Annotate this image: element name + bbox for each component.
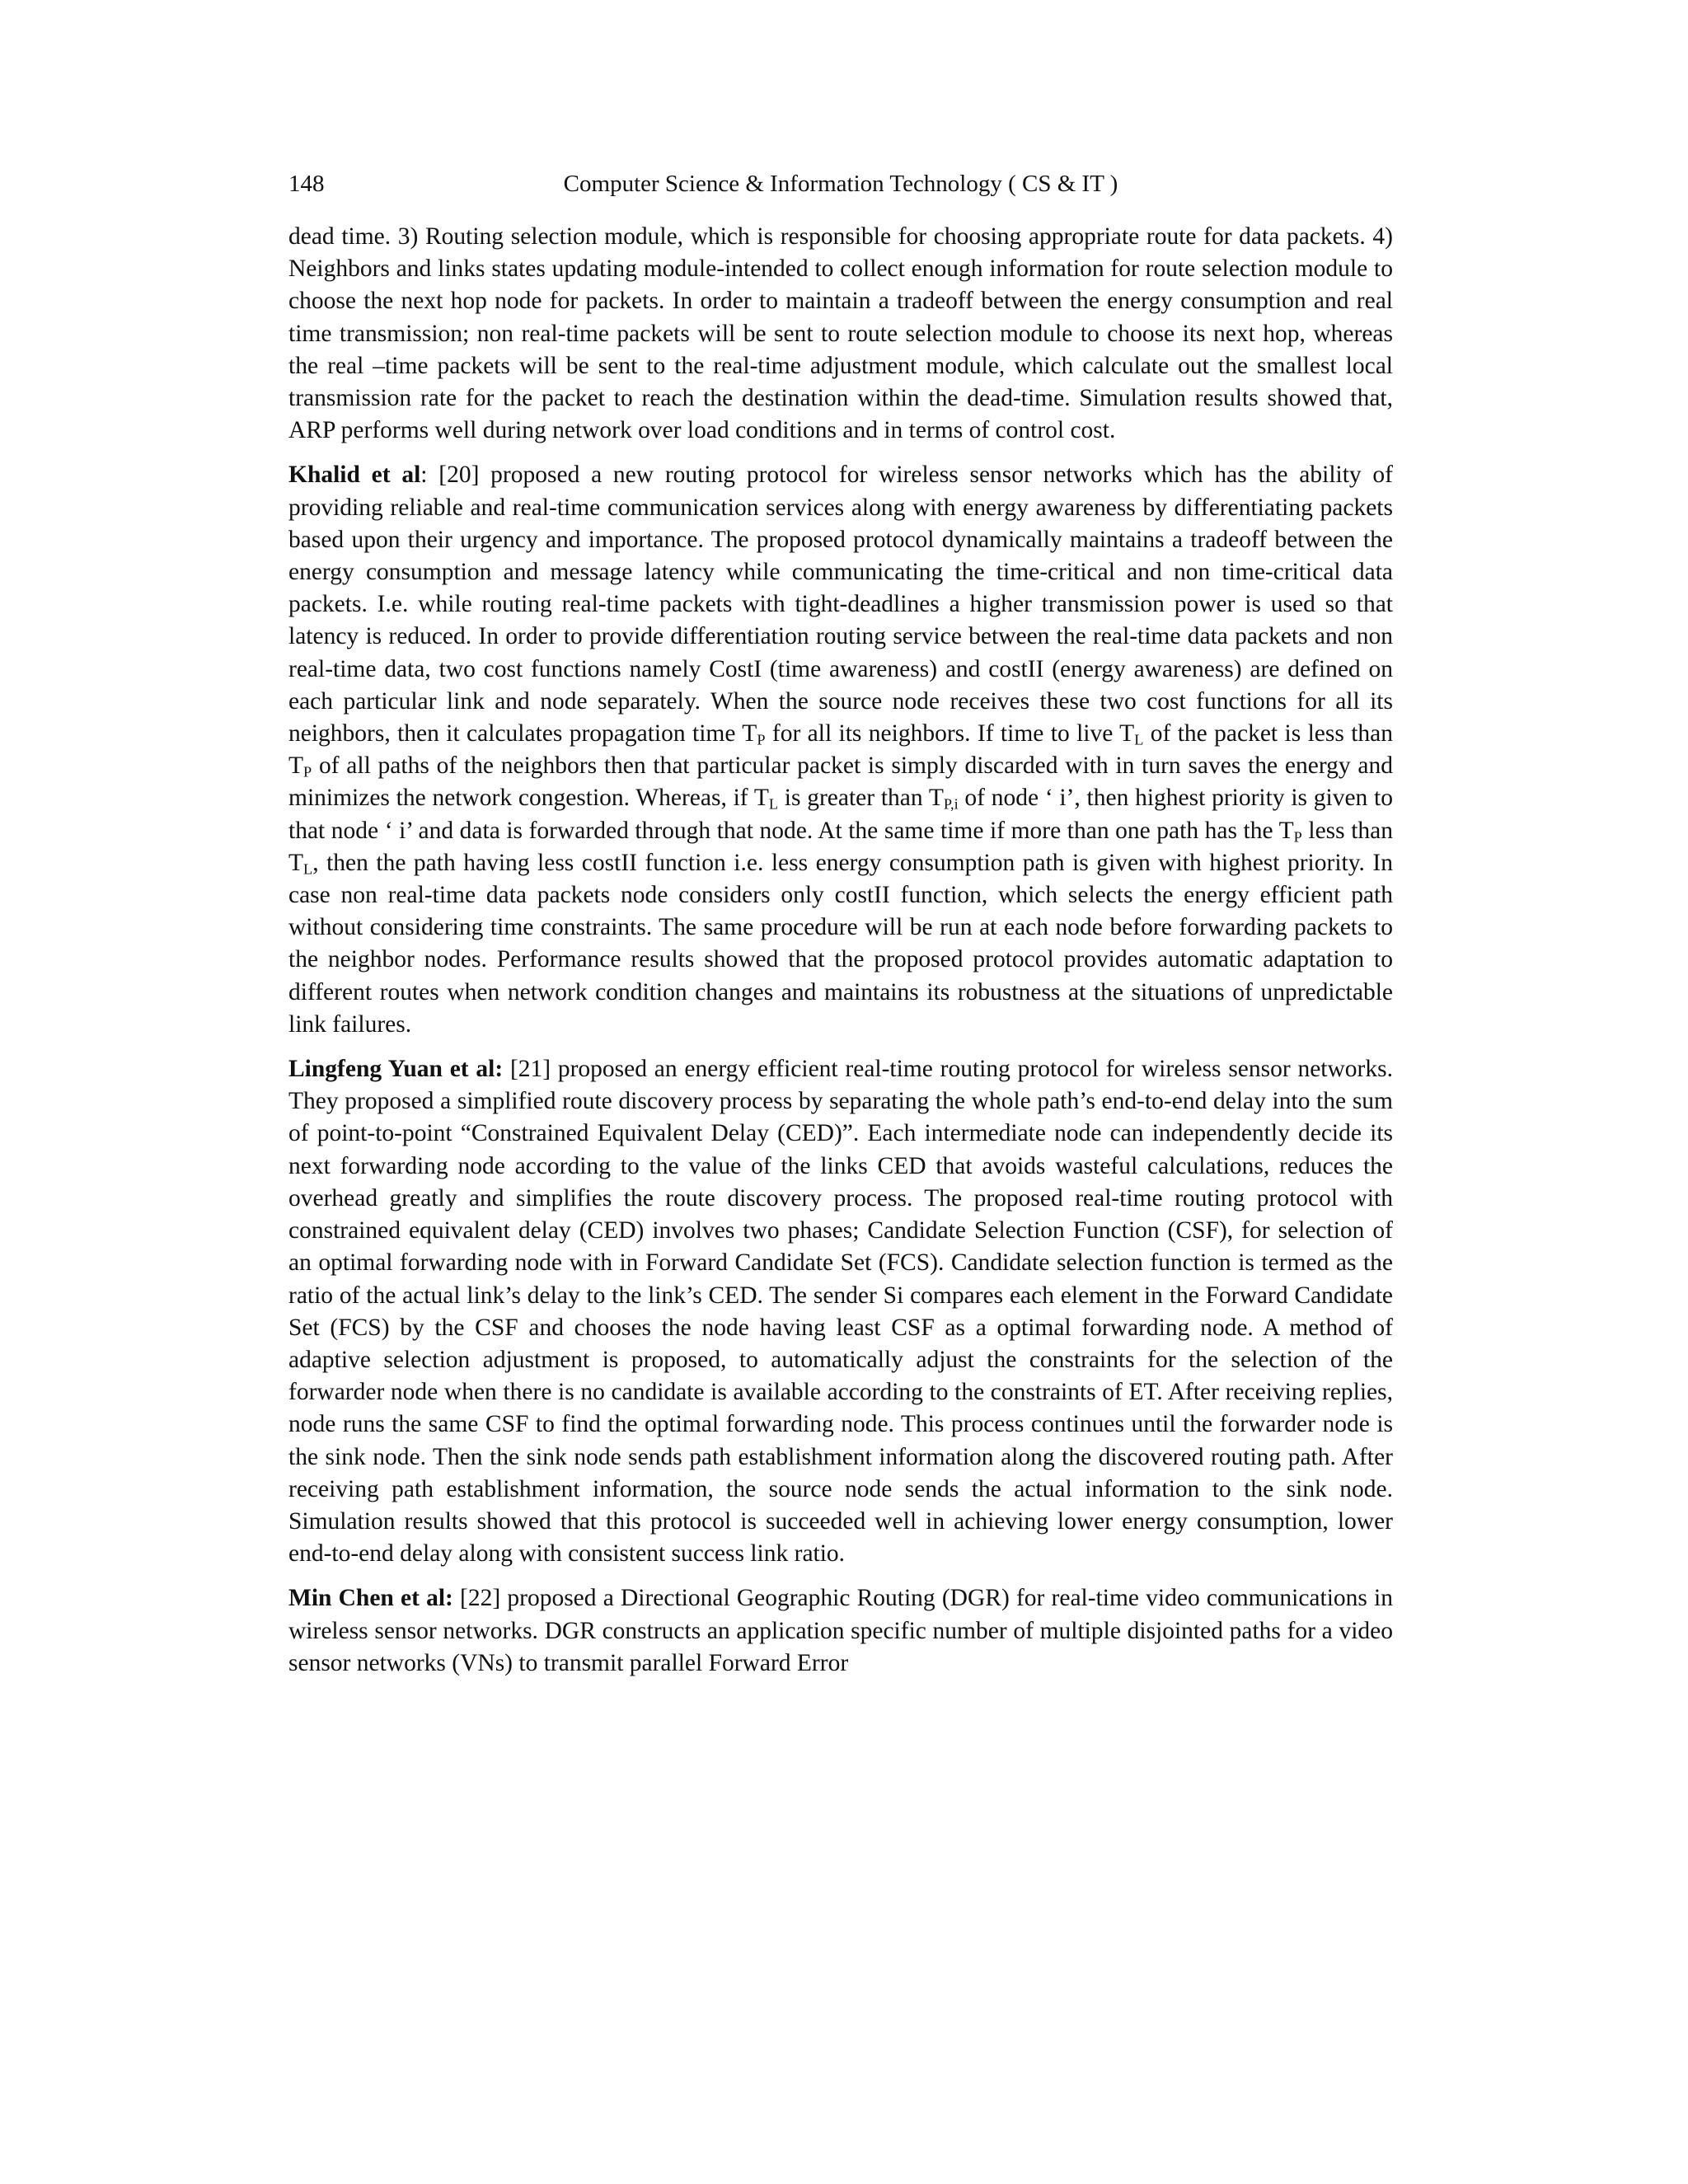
author-lead: Khalid et al <box>288 462 421 489</box>
paragraph-text: for all its neighbors. If time to live T <box>765 720 1135 748</box>
subscript: L <box>1134 731 1144 748</box>
paragraph-text: is greater than T <box>778 785 944 812</box>
paragraph-text: of all paths of the neighbors then that particular packet is simply discarded with in turn saves the energy and minimizes the network congestion. Whereas, if T <box>288 752 1393 812</box>
paragraph-text: less than T <box>288 817 1394 876</box>
author-lead: Lingfeng Yuan et al: <box>288 1056 504 1083</box>
paragraph-arp-continued <box>288 221 1393 447</box>
subscript: P <box>303 763 312 780</box>
author-lead: Min Chen et al: <box>288 1585 453 1612</box>
paragraph-text: of node ‘ i’, then highest priority is given to that node ‘ i’ and data is forwarded through that node. At the same time if more than one path has the T <box>288 785 1393 844</box>
subscript: L <box>768 796 779 813</box>
subscript: P <box>757 731 766 748</box>
journal-title: Computer Science & Information Technology ( CS & IT ) <box>563 171 1118 197</box>
paragraph-text: dead time. 3) Routing selection module, which is responsible for choosing appropriate route for data packets. 4) Neighbors and links states updating module-intended to collect enough information for route selection module to choose the next hop node for packets. In order to maintain a tradeoff between the energy consumption and real time transmission; non real-time packets will be sent to route selection module to choose its next hop, whereas the real –time packets will be sent to the real-time adjustment module, which calculate out the smallest local transmission rate for the packet to reach the destination within the dead-time. Simulation results showed that, ARP performs well during network over load conditions and in terms of control cost. <box>288 223 1393 444</box>
paragraph-lingfeng-yuan <box>288 1053 1393 1570</box>
paragraph-khalid <box>288 459 1393 1041</box>
subscript: L <box>303 860 313 878</box>
document-page <box>288 165 1393 1692</box>
paragraph-text: [22] proposed a Directional Geographic Routing (DGR) for real-time video communications in wireless sensor networks. DGR constructs an application specific number of multiple disjointed paths for a video sensor networks (VNs) to transmit parallel Forward Error <box>288 1585 1393 1676</box>
page-number: 148 <box>288 171 325 197</box>
paragraph-text: [21] proposed an energy efficient real-time routing protocol for wireless sensor networks. They proposed a simplified route discovery process by separating the whole path’s end-to-end delay into the sum of point-to-point “Constrained Equivalent Delay (CED)”. Each intermediate node can independently decide its next forwarding node according to the value of the links CED that avoids wasteful calculations, reduces the overhead greatly and simplifies the route discovery process. The proposed real-time routing protocol with constrained equivalent delay (CED) involves two phases; Candidate Selection Function (CSF), for selection of an optimal forwarding node with in Forward Candidate Set (FCS). Candidate selection function is termed as the ratio of the actual link’s delay to the link’s CED. The sender Si compares each element in the Forward Candidate Set (FCS) by the CSF and chooses the node having least CSF as a optimal forwarding node. A method of adaptive selection adjustment is proposed, to automatically adjust the constraints for the selection of the forwarder node when there is no candidate is available according to the constraints of ET. After receiving replies, node runs the same CSF to find the optimal forwarding node. This process continues until the forwarder node is the sink node. Then the sink node sends path establishment information along the discovered routing path. After receiving path establishment information, the source node sends the actual information to the sink node. Simulation results showed that this protocol is succeeded well in achieving lower energy consumption, lower end-to-end delay along with consistent success link ratio. <box>288 1056 1393 1568</box>
running-header <box>288 165 1393 203</box>
subscript: P,i <box>943 796 959 813</box>
paragraph-text: , then the path having less costII function i.e. less energy consumption path is given with highest priority. In case non real-time data packets node considers only costII function, which selects the energy efficient path without considering time constraints. The same procedure will be run at each node before forwarding packets to the neighbor nodes. Performance results showed that the proposed protocol provides automatic adaptation to different routes when network condition changes and maintains its robustness at the situations of unpredictable link failures. <box>288 849 1393 1038</box>
body-text <box>288 221 1393 1680</box>
paragraph-min-chen <box>288 1582 1393 1680</box>
subscript: P <box>1293 828 1302 846</box>
paragraph-text: : [20] proposed a new routing protocol for wireless sensor networks which has the ability of providing reliable and real-time communication services along with energy awareness by differentiating packets based upon their urgency and importance. The proposed protocol dynamically maintains a tradeoff between the energy consumption and message latency while communicating the time-critical and non time-critical data packets. I.e. while routing real-time packets with tight-deadlines a higher transmission power is used so that latency is reduced. In order to provide differentiation routing service between the real-time data packets and non real-time data, two cost functions namely CostI (time awareness) and costII (energy awareness) are defined on each particular link and node separately. When the source node receives these two cost functions for all its neighbors, then it calculates propagation time T <box>288 462 1393 748</box>
paragraph-text: of the packet is less than T <box>288 720 1393 780</box>
